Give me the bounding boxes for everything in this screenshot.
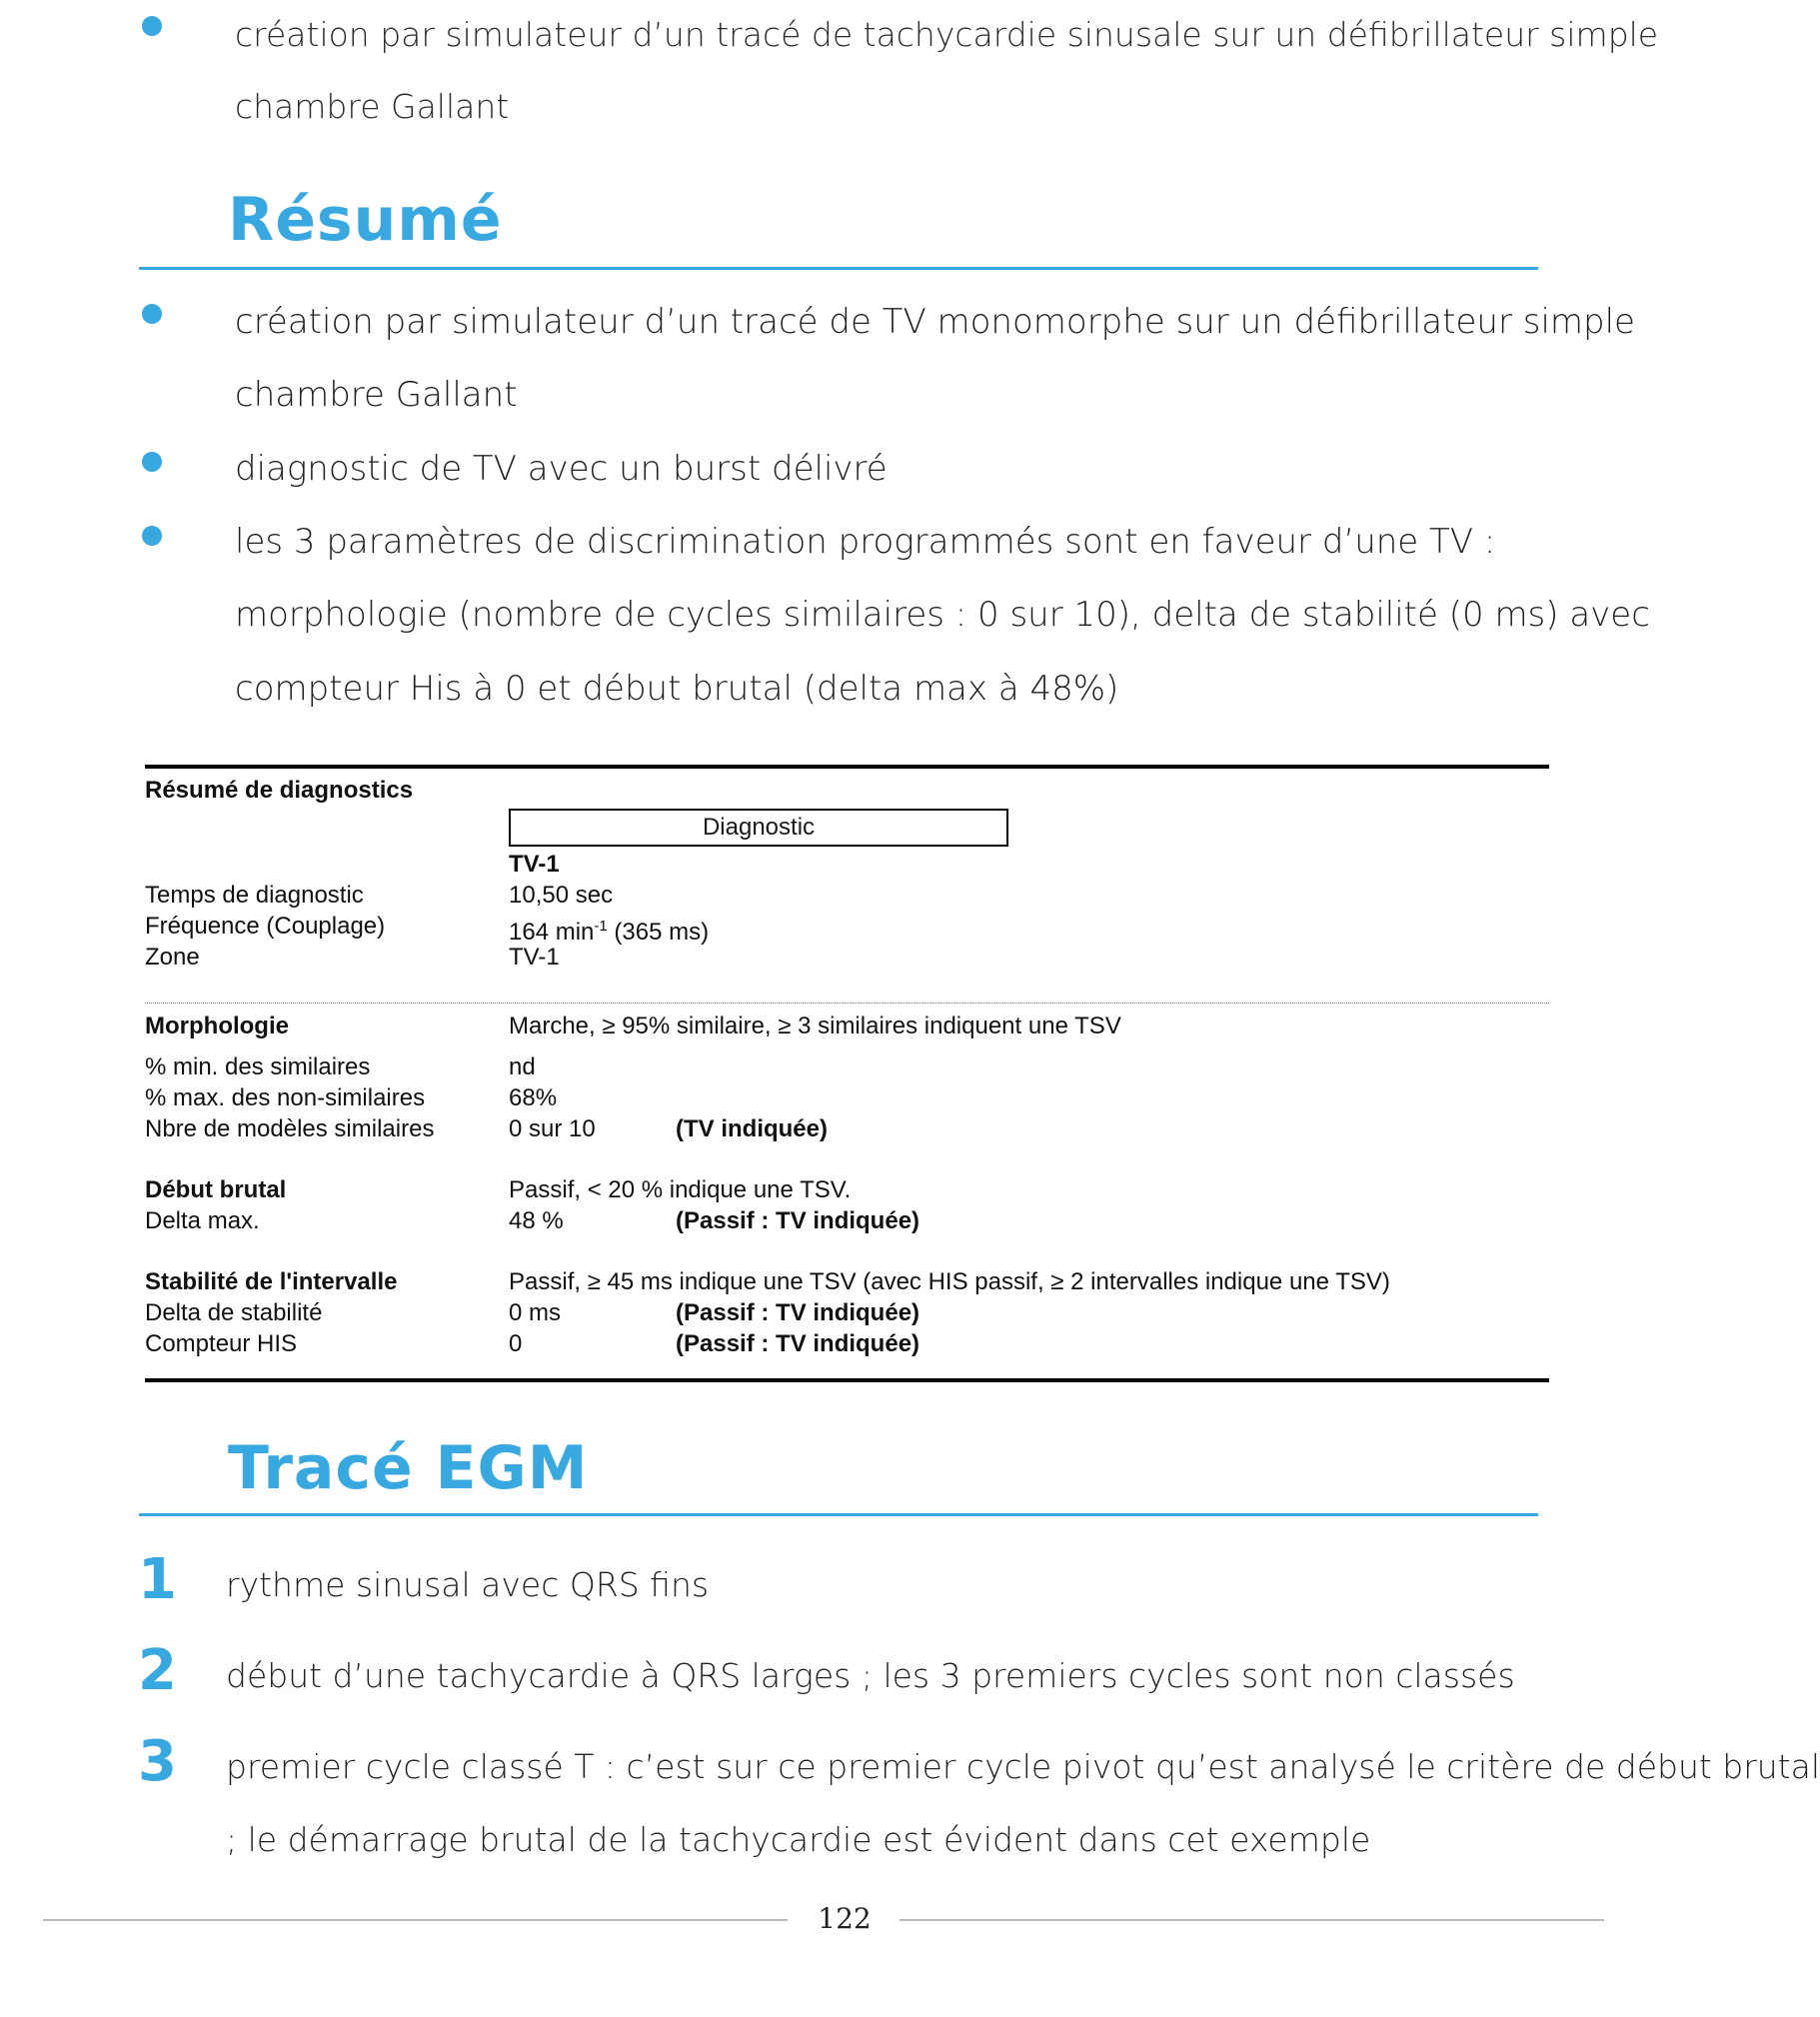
bullet-dot — [142, 526, 162, 546]
intro-line-2: chambre Gallant — [235, 87, 510, 126]
egm-item-1-line-1: rythme sinusal avec QRS fins — [226, 1565, 710, 1604]
egm-item-3-line-1: premier cycle classé T : c’est sur ce premier cycle pivot qu’est analysé le critère de début brutal — [226, 1747, 1820, 1786]
diag-table-title: Résumé de diagnostics — [145, 777, 414, 804]
egm-item-2-line-1: début d’une tachycardie à QRS larges ; les 3 premiers cycles sont non classés — [226, 1656, 1515, 1695]
bullet-dot — [142, 304, 162, 324]
row-note: (Passif : TV indiquée) — [676, 1330, 920, 1357]
egm-rule — [139, 1513, 1538, 1516]
row-label: Fréquence (Couplage) — [145, 913, 386, 940]
row-note: (TV indiquée) — [676, 1115, 828, 1142]
morphologie-heading: Morphologie — [145, 1012, 289, 1039]
diagnostic-box: Diagnostic — [509, 809, 1008, 847]
resume-bullet-2-line-1: diagnostic de TV avec un burst délivré — [235, 449, 888, 489]
row-note: (Passif : TV indiquée) — [676, 1299, 920, 1326]
stabilite-setting: Passif, ≥ 45 ms indique une TSV (avec HIS passif, ≥ 2 intervalles indique une TSV) — [509, 1268, 1390, 1295]
intro-line-1: création par simulateur d’un tracé de tachycardie sinusale sur un défibrillateur simple — [235, 15, 1659, 54]
resume-bullet-3-line-3: compteur His à 0 et début brutal (delta max à 48%) — [235, 669, 1119, 709]
row-label: % max. des non-similaires — [145, 1084, 426, 1111]
row-value: 0 — [509, 1330, 523, 1357]
row-label: Compteur HIS — [145, 1330, 298, 1357]
table-bottom-rule — [145, 1378, 1549, 1382]
row-label: Temps de diagnostic — [145, 882, 364, 909]
debut-heading: Début brutal — [145, 1176, 287, 1203]
frequency-exponent: -1 — [594, 918, 608, 935]
table-top-rule — [145, 765, 1549, 769]
row-note: (Passif : TV indiquée) — [676, 1207, 920, 1234]
debut-setting: Passif, < 20 % indique une TSV. — [509, 1176, 852, 1203]
resume-bullet-1-line-2: chambre Gallant — [235, 375, 518, 415]
episode-label: TV-1 — [509, 851, 560, 878]
row-label: Nbre de modèles similaires — [145, 1115, 435, 1142]
row-value: 10,50 sec — [509, 882, 614, 909]
item-number: 3 — [138, 1729, 177, 1794]
resume-rule — [139, 267, 1538, 270]
resume-title: Résumé — [228, 185, 503, 255]
row-label: Delta max. — [145, 1207, 260, 1234]
resume-bullet-1-line-1: création par simulateur d’un tracé de TV monomorphe sur un défibrillateur simple — [235, 302, 1635, 342]
row-value: 0 sur 10 — [509, 1115, 596, 1142]
footer-rule-left — [43, 1919, 788, 1921]
item-number: 1 — [138, 1547, 177, 1612]
stabilite-heading: Stabilité de l'intervalle — [145, 1268, 398, 1295]
row-value: 0 ms — [509, 1299, 562, 1326]
coupling-value: (365 ms) — [614, 919, 710, 946]
bullet-dot — [142, 452, 162, 472]
bullet-dot — [142, 16, 162, 36]
egm-item-3-line-2: ; le démarrage brutal de la tachycardie est évident dans cet exemple — [226, 1820, 1371, 1859]
item-number: 2 — [138, 1638, 177, 1703]
row-value — [509, 913, 709, 947]
row-label: Zone — [145, 944, 200, 971]
frequency-value: 164 min — [509, 919, 595, 946]
footer-rule-right — [900, 1919, 1604, 1921]
row-value: 68% — [509, 1084, 558, 1111]
row-value: nd — [509, 1053, 536, 1080]
row-label: Delta de stabilité — [145, 1299, 323, 1326]
resume-bullet-3-line-2: morphologie (nombre de cycles similaires : 0 sur 10), delta de stabilité (0 ms) avec — [235, 595, 1650, 635]
egm-title: Tracé EGM — [228, 1433, 589, 1503]
morphologie-setting: Marche, ≥ 95% similaire, ≥ 3 similaires indiquent une TSV — [509, 1012, 1121, 1039]
row-label: % min. des similaires — [145, 1053, 371, 1080]
resume-bullet-3-line-1: les 3 paramètres de discrimination programmés sont en faveur d’une TV : — [235, 522, 1496, 562]
dotted-separator — [145, 1003, 1549, 1004]
row-value: TV-1 — [509, 944, 560, 971]
page-number: 122 — [818, 1902, 872, 1935]
row-value: 48 % — [509, 1207, 564, 1234]
